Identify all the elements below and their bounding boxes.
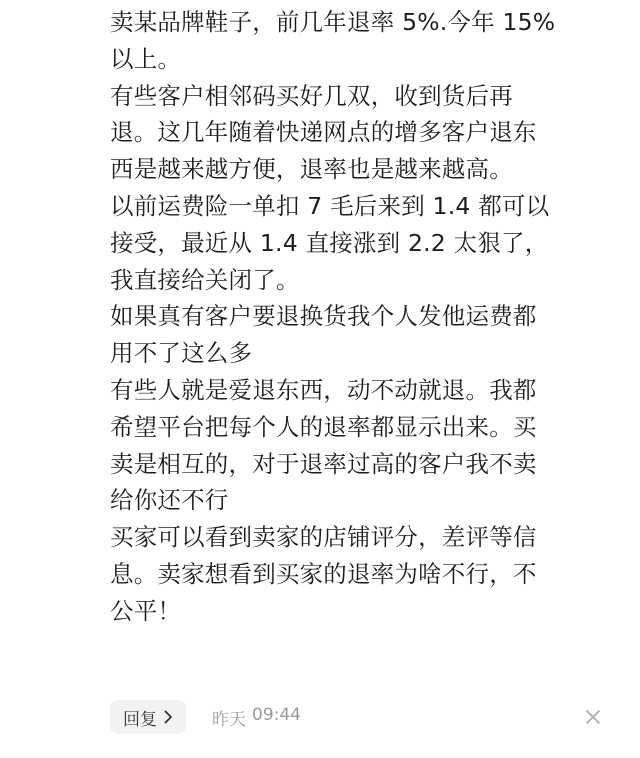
comment-line: 接受，最近从 1.4 直接涨到 2.2 太狠了， xyxy=(110,228,549,257)
comment-line: 希望平台把每个人的退率都显示出来。买 xyxy=(110,412,537,441)
comment-line: 如果真有客户要退换货我个人发他运费都 xyxy=(110,302,537,331)
comment-line: 息。卖家想看到买家的退率为啥不行，不 xyxy=(110,559,537,588)
reply-label: 回复 xyxy=(123,709,157,730)
timestamp-day: 昨天 xyxy=(212,709,246,730)
timestamp xyxy=(212,705,301,730)
chevron-right-icon xyxy=(160,709,176,725)
comment-line: 以前运费险一单扣 7 毛后来到 1.4 都可以 xyxy=(110,191,550,220)
timestamp-clock: 09:44 xyxy=(252,704,301,725)
comment-line: 公平！ xyxy=(110,596,182,625)
close-icon[interactable] xyxy=(584,708,602,726)
reply-button[interactable] xyxy=(110,700,186,734)
comment-line: 西是越来越方便，退率也是越来越高。 xyxy=(110,155,513,184)
comment-line: 我直接给关闭了。 xyxy=(110,265,300,294)
comment-line: 给你还不行 xyxy=(110,486,229,515)
comment-line: 以上。 xyxy=(110,44,182,73)
comment-line: 买家可以看到卖家的店铺评分，差评等信 xyxy=(110,523,537,552)
comment-body xyxy=(110,4,622,630)
comment-line: 卖是相互的，对于退率过高的客户我不卖 xyxy=(110,449,537,478)
comment-line: 卖某品牌鞋子，前几年退率 5%.今年 15% xyxy=(110,8,556,36)
comment-line: 有些人就是爱退东西，动不动就退。我都 xyxy=(110,375,537,404)
comment xyxy=(110,4,622,630)
comment-line: 用不了这么多 xyxy=(110,339,253,368)
comment-line: 退。这几年随着快递网点的增多客户退东 xyxy=(110,118,537,147)
comment-line: 有些客户相邻码买好几双，收到货后再 xyxy=(110,81,513,110)
comment-footer xyxy=(110,699,618,735)
